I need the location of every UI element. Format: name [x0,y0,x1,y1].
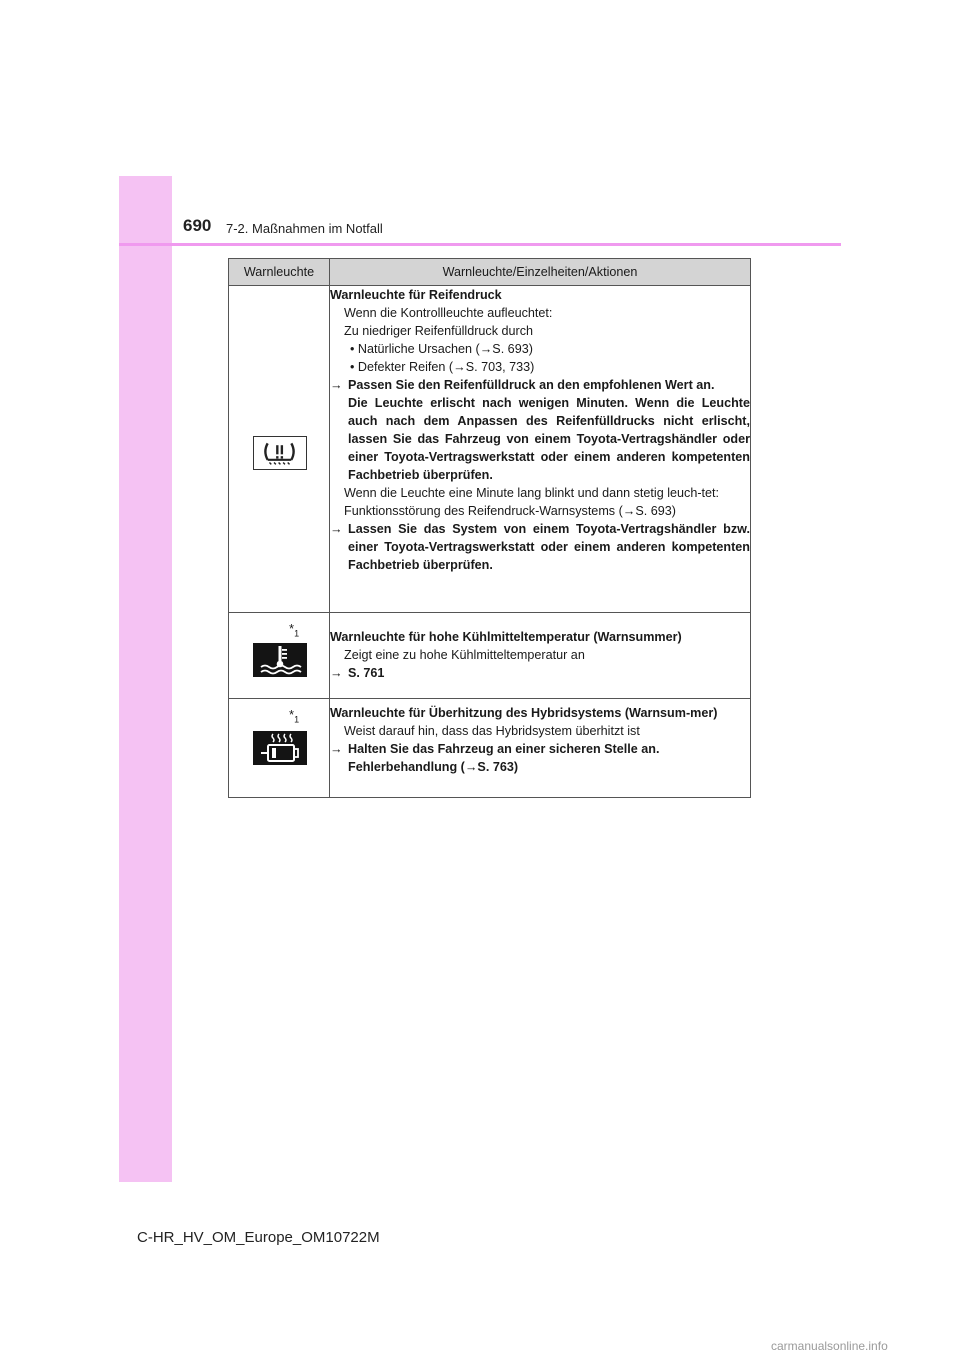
page-number: 690 [183,216,212,235]
tire-pressure-warning-icon [253,436,307,470]
hybrid-system-overheat-warning-icon [253,731,307,765]
condition-text: Wenn die Leuchte eine Minute lang blinkt und dann stetig leuch-tet: [344,486,720,500]
table-row [229,286,751,613]
arrow-icon: → [330,742,343,756]
section-title: 7-2. Maßnahmen im Notfall [226,221,383,236]
row-title: Warnleuchte für Überhitzung des Hybridsystems (Warnsum-mer) [330,706,718,720]
table-row [229,613,751,699]
footnote-marker: $*_1$ [289,621,300,639]
arrow-icon: → [330,378,343,392]
header-rule [119,243,841,246]
bullet-item: • Natürliche Ursachen (→S. 693) [350,342,533,356]
action-text: Halten Sie das Fahrzeug an einer sicheren Stelle an. [348,742,660,756]
cause-text: Zu niedriger Reifenfülldruck durch [344,324,533,338]
column-header-details: Warnleuchte/Einzelheiten/Aktionen [330,259,751,286]
bullet-item: • Defekter Reifen (→S. 703, 733) [350,360,535,374]
action-item [330,740,750,758]
description-cell [330,699,751,798]
coolant-temperature-warning-icon [253,643,307,677]
footnote-marker: $*_1$ [289,707,300,725]
row-title: Warnleuchte für hohe Kühlmitteltemperatur (Warnsummer) [330,630,682,644]
action-item [330,520,750,574]
table-row [229,699,751,798]
warning-light-table [228,258,751,798]
icon-cell [229,699,330,798]
description-cell [330,286,751,613]
action-item [330,376,750,394]
condition-text: Wenn die Kontrollleuchte aufleuchtet: [344,306,553,320]
icon-cell [229,613,330,699]
action-text: Passen Sie den Reifenfülldruck an den empfohlenen Wert an. [348,378,715,392]
arrow-icon: → [330,666,343,680]
action-continuation: Die Leuchte erlischt nach wenigen Minuten. Wenn die Leuchte auch nach dem Anpassen des Reifenfülldrucks nicht erlischt, lassen Sie das Fahrzeug von einem Toyota-Vertragshändler oder einer Toyota-Vertragswerkstatt oder einem anderen kompetenten Fachbetrieb überprüfen. [348,396,750,482]
row-title: Warnleuchte für Reifendruck [330,288,502,302]
watermark-link[interactable]: carmanualsonline.info [771,1339,888,1353]
action-item [330,664,750,682]
condition-text: Weist darauf hin, dass das Hybridsystem überhitzt ist [344,724,640,738]
icon-cell [229,286,330,613]
action-continuation: Fehlerbehandlung (→S. 763) [348,760,519,774]
cause-text: Funktionsstörung des Reifendruck-Warnsystems (→S. 693) [344,504,676,518]
action-text: S. 761 [348,666,385,680]
side-tab-band [119,176,172,1182]
action-text: Lassen Sie das System von einem Toyota-Vertragshändler bzw. einer Toyota-Vertragswerkstatt oder einem anderen kompetenten Fachbetrieb überprüfen. [348,522,750,572]
column-header-warnleuchte: Warnleuchte [229,259,330,286]
condition-text: Zeigt eine zu hohe Kühlmitteltemperatur an [344,648,585,662]
description-cell [330,613,751,699]
table-header-row [229,259,751,286]
arrow-icon: → [330,522,343,536]
footer-doc-id: C-HR_HV_OM_Europe_OM10722M [137,1229,380,1246]
